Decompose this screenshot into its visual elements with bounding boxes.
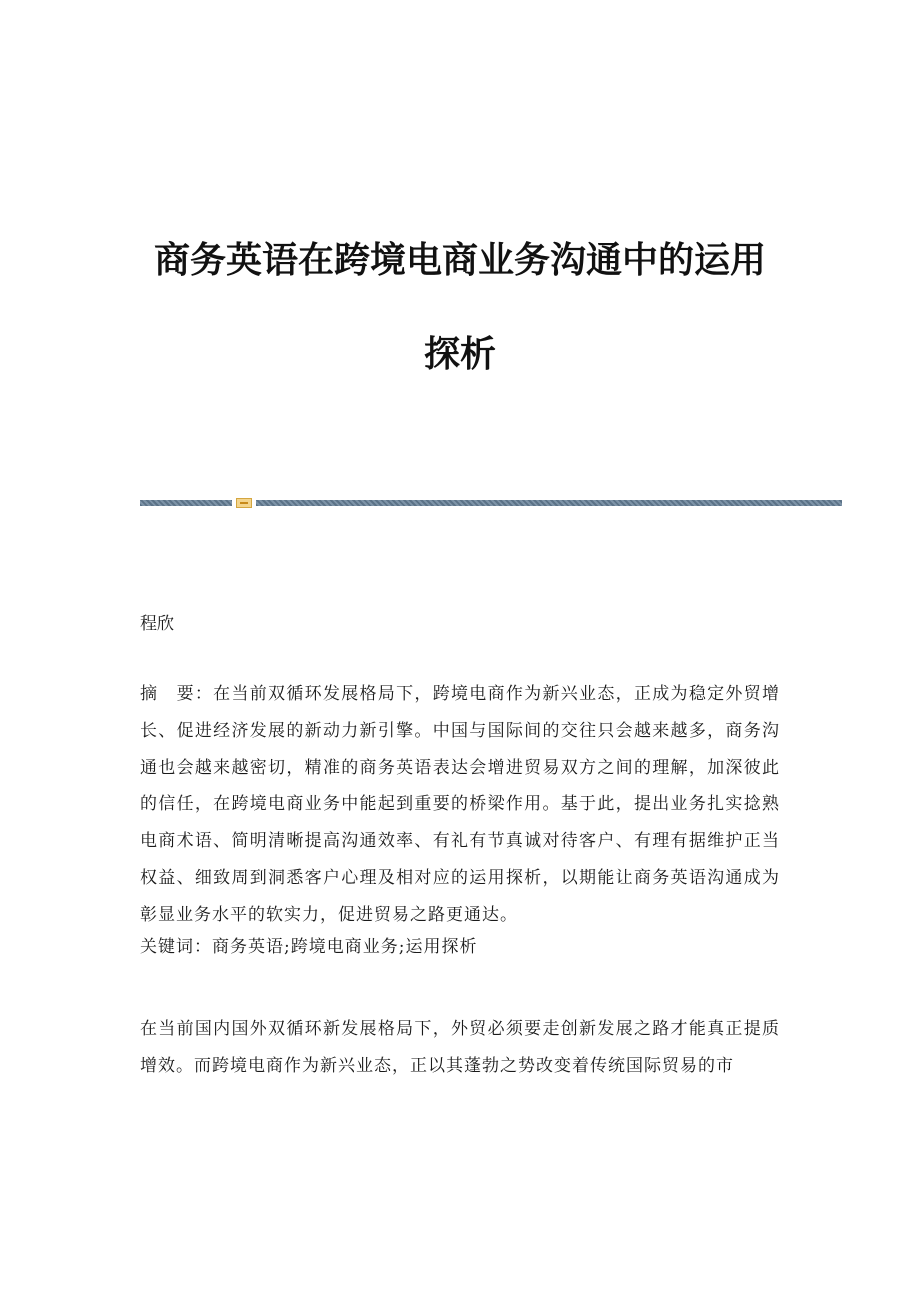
divider-bar-right (256, 500, 842, 506)
keywords-line: 关键词：商务英语;跨境电商业务;运用探析 (140, 937, 478, 957)
document-title-line-2: 探析 (423, 334, 496, 375)
body-paragraph: 在当前国内国外双循环新发展格局下，外贸必须要走创新发展之路才能真正提质增效。而跨境电商作为新兴业态，正以其蓬勃之势改变着传统国际贸易的市 (140, 1019, 780, 1076)
decorative-divider (140, 498, 842, 508)
divider-bar-left (140, 500, 232, 506)
document-title-line-1: 商务英语在跨境电商业务沟通中的运用 (153, 240, 766, 281)
author-name: 程欣 (140, 614, 174, 634)
abstract-paragraph: 摘 要：在当前双循环发展格局下，跨境电商作为新兴业态，正成为稳定外贸增长、促进经济发展的新动力新引擎。中国与国际间的交往只会越来越多，商务沟通也会越来越密切，精准的商务英语表达会增进贸易双方之间的理解，加深彼此的信任，在跨境电商业务中能起到重要的桥梁作用。基于此，提出业务扎实捻熟电商术语、简明清晰提高沟通效率、有礼有节真诚对待客户、有理有据维护正当权益、细致周到洞悉客户心理及相对应的运用探析，以期能让商务英语沟通成为彰显业务水平的软实力，促进贸易之路更通达。 (140, 684, 780, 925)
divider-ornament-icon (236, 498, 252, 508)
